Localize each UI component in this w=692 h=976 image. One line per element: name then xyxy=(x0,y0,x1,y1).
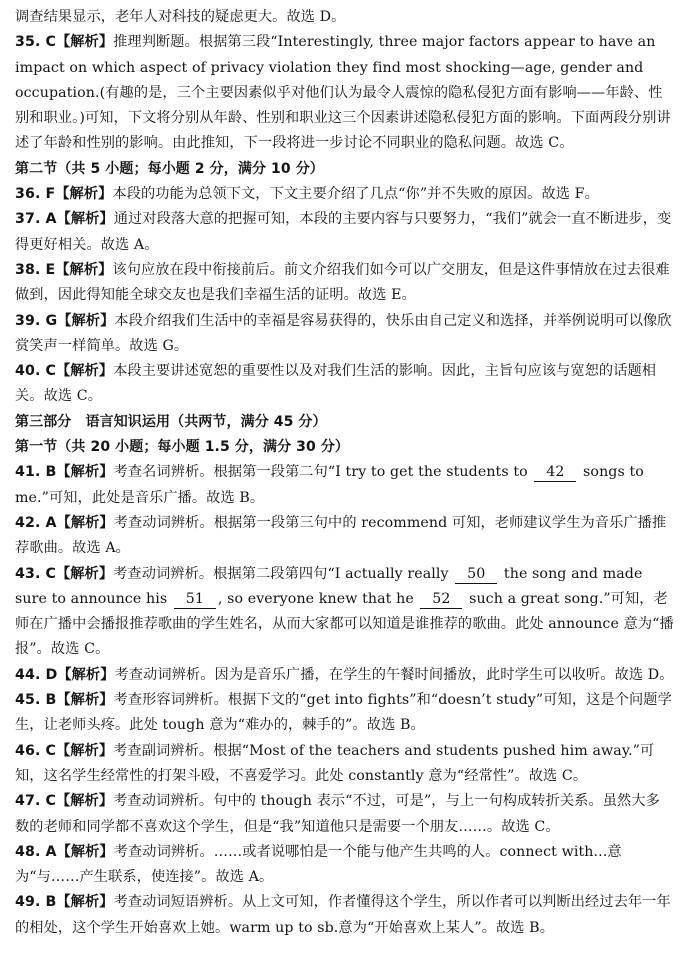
analysis-text: 考查动词辨析。句中的 though 表示“不过，可是”，与上一句构成转折关系。虽然大多数的老师和同学都不喜欢这个学生，但是“我”知道他只是需要一个朋友……。故选 C。 xyxy=(15,793,660,835)
answer-37 xyxy=(15,207,674,258)
intro-paragraph xyxy=(15,5,674,30)
analysis-tag: 【解析】 xyxy=(56,514,114,531)
analysis-text: 考查动词辨析。因为是音乐广播，在学生的午餐时间播放，此时学生可以收听。故选 D。 xyxy=(114,666,674,683)
answer-number: 39. G xyxy=(15,312,58,329)
analysis-text: 考查副词辨析。根据“Most of the teachers and students pushed him away.”可知，这名学生经常性的打架斗殴，不喜爱学习。此处 constantly 意为“经常性”。故选 C。 xyxy=(15,742,655,784)
analysis-text: 推理判断题。根据第三段“Interestingly, three major factors appear to have an impact on which aspect of privacy violation they find most shocking—age, gender and occupation.(有趣的是，三个主要因素似乎对他们认为最令人震惊的隐私侵犯方面有影响——年龄、性别和职业。)可知，下文将分别从年龄、性别和职业这三个因素讲述隐私侵犯方面的影响。下面两段分别讲述了年龄和性别的影响。由此推知，下一段将进一步讨论不同职业的隐私问题。故选 C。 xyxy=(15,34,671,152)
blank-51: 51 xyxy=(174,591,216,609)
analysis-text: the song and made sure to announce his xyxy=(15,565,643,607)
analysis-tag: 【解析】 xyxy=(55,34,114,51)
answer-48 xyxy=(15,840,674,891)
answer-40 xyxy=(15,359,674,410)
analysis-tag: 【解析】 xyxy=(55,793,114,810)
analysis-text: 考查名词辨析。根据第一段第二句“I try to get the students to xyxy=(113,464,528,481)
answer-number: 45. B xyxy=(15,692,57,709)
blank-50: 50 xyxy=(455,566,497,584)
answer-number: 40. C xyxy=(15,363,56,380)
analysis-tag: 【解析】 xyxy=(55,261,113,278)
answer-49 xyxy=(15,890,674,941)
answer-42 xyxy=(15,511,674,562)
analysis-tag: 【解析】 xyxy=(56,464,114,481)
analysis-text: 考查形容词辨析。根据下文的“get into fights”和“doesn’t study”可知，这是个问题学生，让老师头疼。此处 tough 意为“难办的，棘手的”。故选 B。 xyxy=(15,692,672,734)
blank-52: 52 xyxy=(420,591,462,609)
analysis-tag: 【解析】 xyxy=(57,666,115,683)
answer-number: 41. B xyxy=(15,464,57,481)
analysis-tag: 【解析】 xyxy=(55,565,114,582)
section-heading-1: 第一节（共 20 小题；每小题 1.5 分，满分 30 分） xyxy=(15,439,350,456)
analysis-text: , so everyone knew that he xyxy=(217,590,414,607)
answer-number: 38. E xyxy=(15,261,56,278)
analysis-tag: 【解析】 xyxy=(56,692,114,709)
part-heading-3: 第三部分 语言知识运用（共两节，满分 45 分） xyxy=(15,413,327,430)
answer-41 xyxy=(15,460,674,511)
analysis-text: 本段介绍我们生活中的幸福是容易获得的，快乐由自己定义和选择，并举例说明可以像欣赏笑声一样简单。故选 G。 xyxy=(15,312,672,354)
analysis-tag: 【解析】 xyxy=(56,211,114,228)
answer-35 xyxy=(15,30,674,156)
analysis-text: 该句应放在段中衔接前后。前文介绍我们如今可以广交朋友，但是这件事情放在过去很难做到，因此得知能全球交友也是我们幸福生活的证明。故选 E。 xyxy=(15,261,670,304)
answer-number: 37. A xyxy=(15,211,57,228)
answer-39 xyxy=(15,309,674,360)
analysis-text: 本段主要讲述宽恕的重要性以及对我们生活的影响。因此，主旨句应该与宽恕的话题相关。故选 C。 xyxy=(15,363,657,405)
analysis-tag: 【解析】 xyxy=(56,894,114,911)
answer-45 xyxy=(15,688,674,739)
answer-46 xyxy=(15,739,674,790)
answer-number: 47. C xyxy=(15,793,56,810)
analysis-text: 本段的功能为总领下文，下文主要介绍了几点“你”并不失败的原因。故选 F。 xyxy=(112,186,599,203)
intro-text: 调查结果显示，老年人对科技的疑虑更大。故选 D。 xyxy=(15,9,346,25)
analysis-tag: 【解析】 xyxy=(56,843,114,860)
answer-47 xyxy=(15,789,674,840)
analysis-text: 通过对段落大意的把握可知，本段的主要内容与只要努力，“我们”就会一直不断进步，变得更好相关。故选 A。 xyxy=(15,211,672,253)
analysis-text: 考查动词辨析。根据第一段第三句中的 recommend 可知，老师建议学生为音乐广播推荐歌曲。故选 A。 xyxy=(15,514,667,557)
answer-43 xyxy=(15,562,674,663)
analysis-text: songs to me.”可知，此处是音乐广播。故选 B。 xyxy=(15,464,644,506)
answer-number: 42. A xyxy=(15,514,57,531)
answer-number: 49. B xyxy=(15,894,57,911)
answer-number: 36. F xyxy=(15,186,56,203)
analysis-tag: 【解析】 xyxy=(55,363,114,380)
answer-number: 48. A xyxy=(15,843,57,860)
analysis-text: 考查动词短语辨析。从上文可知，作者懂得这个学生，所以作者可以判断出经过去年一年的相处，这个学生开始喜欢上她。warm up to sb.意为“开始喜欢上某人”。故选 B。 xyxy=(15,894,671,936)
answer-number: 43. C xyxy=(15,565,56,582)
answer-36 xyxy=(15,182,674,207)
answer-number: 44. D xyxy=(15,666,58,683)
analysis-tag: 【解析】 xyxy=(55,186,113,203)
analysis-text: such a great song.”可知，老师在广播中会播报推荐歌曲的学生姓名，从而大家都可以知道是谁推荐的歌曲。此处 announce 意为“播报”。故选 C。 xyxy=(15,590,674,658)
analysis-text: 考查动词辨析。……或者说哪怕是一个能与他产生共鸣的人。connect with...意为“与……产生联系，使连接”。故选 A。 xyxy=(15,843,622,886)
answer-38 xyxy=(15,258,674,309)
answer-number: 35. C xyxy=(15,34,56,51)
section-heading-2: 第二节（共 5 小题；每小题 2 分，满分 10 分） xyxy=(15,160,324,177)
answer-number: 46. C xyxy=(15,742,56,759)
answer-44 xyxy=(15,663,674,688)
analysis-tag: 【解析】 xyxy=(57,312,115,329)
analysis-tag: 【解析】 xyxy=(55,742,114,759)
blank-42: 42 xyxy=(534,464,576,482)
analysis-text: 考查动词辨析。根据第二段第四句“I actually really xyxy=(113,565,449,582)
